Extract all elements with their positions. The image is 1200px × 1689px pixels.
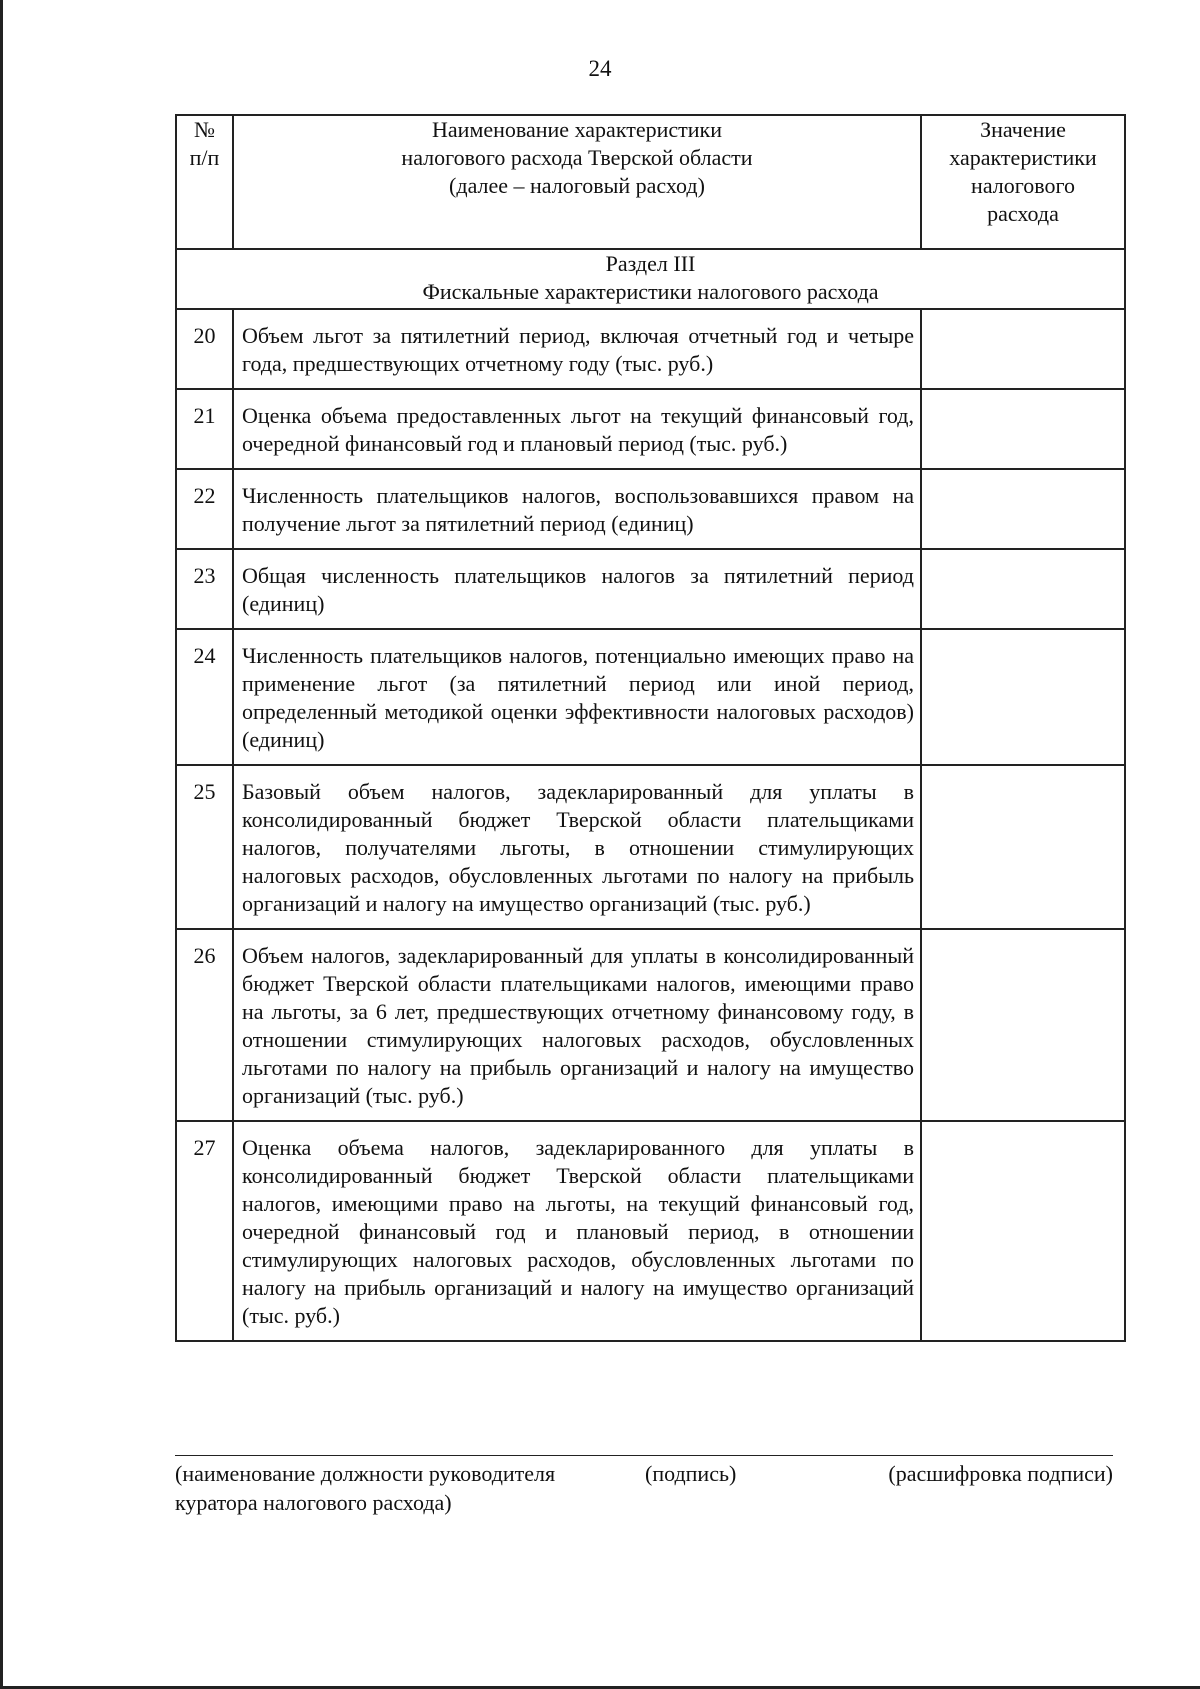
table-row bbox=[176, 1121, 1125, 1341]
header-num-text: № п/п bbox=[189, 117, 220, 170]
row-characteristic: Численность плательщиков налогов, воспользовавшихся правом на получение льгот за пятилетний период (единиц) bbox=[233, 469, 921, 549]
header-num bbox=[176, 115, 233, 249]
table-header-row bbox=[176, 115, 1125, 249]
row-number: 25 bbox=[176, 765, 233, 929]
row-value bbox=[921, 929, 1125, 1121]
row-value bbox=[921, 629, 1125, 765]
position-label: (наименование должности руководителя куратора налогового расхода) bbox=[175, 1461, 556, 1515]
section-title: Раздел III bbox=[605, 251, 696, 276]
header-value bbox=[921, 115, 1125, 249]
row-number: 24 bbox=[176, 629, 233, 765]
tax-expense-table bbox=[175, 114, 1126, 1342]
row-value bbox=[921, 309, 1125, 389]
row-number: 26 bbox=[176, 929, 233, 1121]
table-row bbox=[176, 389, 1125, 469]
row-value bbox=[921, 1121, 1125, 1341]
signature-label: (подпись) bbox=[645, 1461, 737, 1486]
section-subtitle: Фискальные характеристики налогового расхода bbox=[422, 279, 879, 304]
page-number: 24 bbox=[588, 56, 612, 81]
table-row bbox=[176, 929, 1125, 1121]
header-name-text: Наименование характеристики налогового расхода Тверской области (далее – налоговый расход) bbox=[401, 117, 753, 198]
row-number: 23 bbox=[176, 549, 233, 629]
section-cell bbox=[176, 249, 1125, 309]
row-value bbox=[921, 549, 1125, 629]
decode-label: (расшифровка подписи) bbox=[888, 1461, 1113, 1486]
row-number: 20 bbox=[176, 309, 233, 389]
row-value bbox=[921, 765, 1125, 929]
header-value-text: Значение характеристики налогового расхода bbox=[949, 117, 1097, 226]
header-name bbox=[233, 115, 921, 249]
table-row bbox=[176, 549, 1125, 629]
row-number: 27 bbox=[176, 1121, 233, 1341]
table-row bbox=[176, 309, 1125, 389]
table-row bbox=[176, 765, 1125, 929]
row-characteristic: Оценка объема предоставленных льгот на текущий финансовый год, очередной финансовый год и плановый период (тыс. руб.) bbox=[233, 389, 921, 469]
row-characteristic: Объем льгот за пятилетний период, включая отчетный год и четыре года, предшествующих отчетному году (тыс. руб.) bbox=[233, 309, 921, 389]
row-number: 21 bbox=[176, 389, 233, 469]
row-number: 22 bbox=[176, 469, 233, 549]
row-value bbox=[921, 469, 1125, 549]
row-characteristic: Базовый объем налогов, задекларированный для уплаты в консолидированный бюджет Тверской области плательщиками налогов, получателями льготы, в отношении стимулирующих налоговых расходов, обусловленных льготами по налогу на прибыль организаций и налогу на имущество организаций (тыс. руб.) bbox=[233, 765, 921, 929]
row-characteristic: Общая численность плательщиков налогов за пятилетний период (единиц) bbox=[233, 549, 921, 629]
section-row bbox=[176, 249, 1125, 309]
row-characteristic: Оценка объема налогов, задекларированного для уплаты в консолидированный бюджет Тверской области плательщиками налогов, имеющими право на льготы, на текущий финансовый год, очередной финансовый год и плановый период, в отношении стимулирующих налоговых расходов, обусловленных льготами по налогу на прибыль организаций и налогу на имущество организаций (тыс. руб.) bbox=[233, 1121, 921, 1341]
row-characteristic: Объем налогов, задекларированный для уплаты в консолидированный бюджет Тверской области плательщиками налогов, имеющими право на льготы, за 6 лет, предшествующих отчетному финансовому году, в отношении стимулирующих налоговых расходов, обусловленных льготами по налогу на прибыль организаций и налогу на имущество организаций (тыс. руб.) bbox=[233, 929, 921, 1121]
signature-line bbox=[175, 1455, 1113, 1456]
table-row bbox=[176, 469, 1125, 549]
row-characteristic: Численность плательщиков налогов, потенциально имеющих право на применение льгот (за пятилетний период или иной период, определенный методикой оценки эффективности налоговых расходов) (единиц) bbox=[233, 629, 921, 765]
row-value bbox=[921, 389, 1125, 469]
table-row bbox=[176, 629, 1125, 765]
